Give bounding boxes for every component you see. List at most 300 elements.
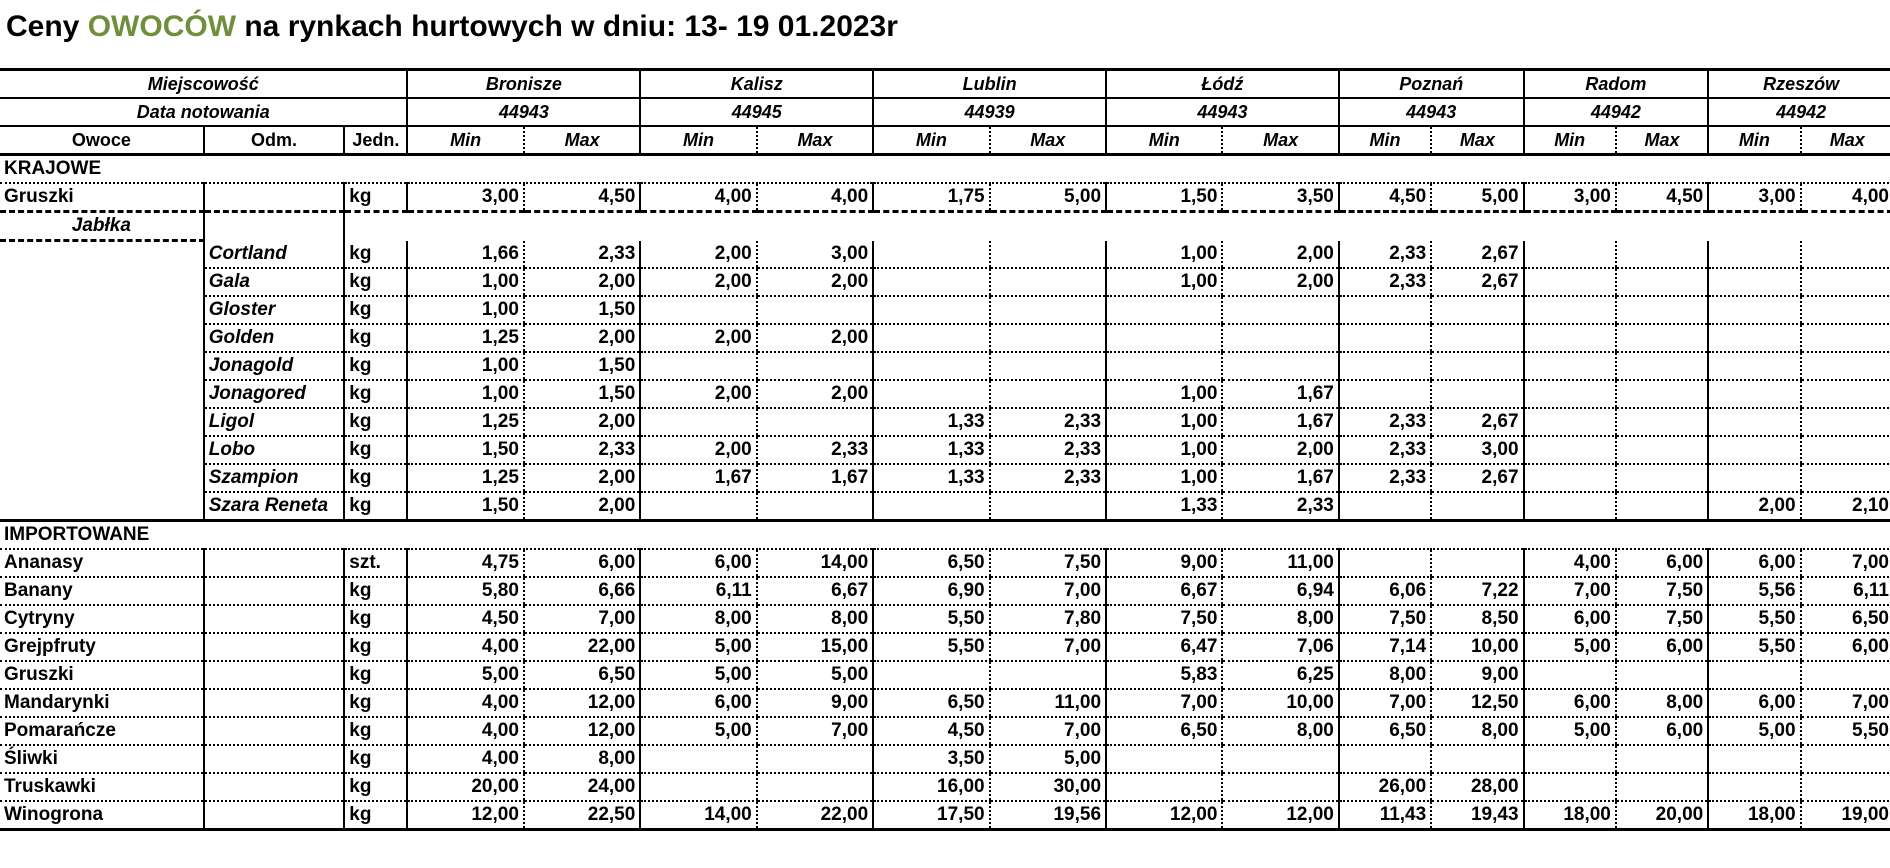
fruit-name xyxy=(0,492,204,521)
max-price: 6,00 xyxy=(1801,633,1890,661)
table-row xyxy=(0,352,1890,380)
min-price: 1,25 xyxy=(407,324,523,352)
min-price: 5,00 xyxy=(1524,633,1616,661)
max-price: 6,00 xyxy=(1616,633,1708,661)
market-name: Łódź xyxy=(1106,70,1339,99)
min-price: 1,00 xyxy=(407,352,523,380)
max-price xyxy=(1801,380,1890,408)
variety-name: Gloster xyxy=(204,296,345,324)
min-price: 5,00 xyxy=(407,661,523,689)
min-price: 6,50 xyxy=(1106,717,1222,745)
max-price: 12,50 xyxy=(1431,689,1523,717)
max-price xyxy=(990,241,1106,268)
max-price xyxy=(1616,296,1708,324)
fruit-column-header: Owoce xyxy=(0,126,204,155)
min-price: 1,33 xyxy=(1106,492,1222,521)
max-price: 1,67 xyxy=(1222,380,1338,408)
max-price: 6,11 xyxy=(1801,577,1890,605)
min-column-header: Min xyxy=(640,126,756,155)
max-price xyxy=(990,268,1106,296)
min-price: 6,11 xyxy=(640,577,756,605)
min-price xyxy=(640,773,756,801)
min-price: 1,33 xyxy=(873,436,989,464)
min-price xyxy=(1106,745,1222,773)
min-price xyxy=(1524,492,1616,521)
max-price: 9,00 xyxy=(1431,661,1523,689)
max-price: 14,00 xyxy=(757,549,873,577)
table-row xyxy=(0,296,1890,324)
min-price: 6,06 xyxy=(1339,577,1431,605)
max-price: 12,00 xyxy=(524,689,640,717)
min-price xyxy=(1708,745,1800,773)
max-price: 22,00 xyxy=(757,801,873,830)
unit: kg xyxy=(344,352,407,380)
unit: kg xyxy=(344,408,407,436)
table-row xyxy=(0,745,1890,773)
variety-name xyxy=(204,689,345,717)
min-price: 2,00 xyxy=(640,380,756,408)
min-price xyxy=(640,492,756,521)
unit: kg xyxy=(344,492,407,521)
fruit-name: Winogrona xyxy=(0,801,204,830)
min-price: 1,33 xyxy=(873,408,989,436)
max-price: 8,50 xyxy=(1431,605,1523,633)
min-price: 2,00 xyxy=(640,324,756,352)
fruit-name xyxy=(0,324,204,352)
max-price: 2,33 xyxy=(524,241,640,268)
max-price: 1,67 xyxy=(757,464,873,492)
min-price: 2,33 xyxy=(1339,464,1431,492)
unit: kg xyxy=(344,324,407,352)
empty-cell xyxy=(1616,212,1708,241)
min-price xyxy=(1339,324,1431,352)
table-row xyxy=(0,717,1890,745)
max-price: 3,00 xyxy=(1431,436,1523,464)
min-price: 5,83 xyxy=(1106,661,1222,689)
max-price xyxy=(1616,661,1708,689)
max-price: 28,00 xyxy=(1431,773,1523,801)
min-price: 7,14 xyxy=(1339,633,1431,661)
min-price: 7,00 xyxy=(1106,689,1222,717)
min-price: 4,75 xyxy=(407,549,523,577)
max-price: 7,50 xyxy=(1616,577,1708,605)
max-price: 7,00 xyxy=(757,717,873,745)
min-price: 4,00 xyxy=(407,745,523,773)
min-price: 2,33 xyxy=(1339,268,1431,296)
min-price: 2,33 xyxy=(1339,241,1431,268)
empty-cell xyxy=(1431,212,1523,241)
section-row xyxy=(0,520,1890,549)
variety-name: Lobo xyxy=(204,436,345,464)
max-price: 1,67 xyxy=(1222,408,1338,436)
location-label: Miejscowość xyxy=(0,70,407,99)
min-price: 8,00 xyxy=(640,605,756,633)
min-price: 5,80 xyxy=(407,577,523,605)
fruit-name: Gruszki xyxy=(0,183,204,212)
min-price xyxy=(640,408,756,436)
max-price: 4,50 xyxy=(1616,183,1708,212)
fruit-name: Ananasy xyxy=(0,549,204,577)
max-price xyxy=(990,661,1106,689)
table-row xyxy=(0,801,1890,830)
min-price xyxy=(873,296,989,324)
variety-name: Golden xyxy=(204,324,345,352)
max-price: 6,66 xyxy=(524,577,640,605)
min-price: 5,50 xyxy=(873,633,989,661)
min-price: 2,00 xyxy=(640,268,756,296)
max-price: 2,00 xyxy=(524,268,640,296)
min-price xyxy=(1339,380,1431,408)
min-price xyxy=(1708,464,1800,492)
empty-cell xyxy=(204,212,345,241)
section-row xyxy=(0,155,1890,184)
min-price xyxy=(1708,324,1800,352)
min-price: 11,43 xyxy=(1339,801,1431,830)
variety-name: Gala xyxy=(204,268,345,296)
min-column-header: Min xyxy=(1524,126,1616,155)
min-price: 1,66 xyxy=(407,241,523,268)
min-column-header: Min xyxy=(1339,126,1431,155)
max-price: 15,00 xyxy=(757,633,873,661)
min-price xyxy=(1524,296,1616,324)
min-price: 1,00 xyxy=(1106,436,1222,464)
min-price xyxy=(1708,436,1800,464)
empty-cell xyxy=(524,212,640,241)
max-price: 7,00 xyxy=(990,717,1106,745)
fruit-name xyxy=(0,380,204,408)
max-price xyxy=(757,773,873,801)
max-price: 6,50 xyxy=(1801,605,1890,633)
min-price: 4,50 xyxy=(407,605,523,633)
max-column-header: Max xyxy=(757,126,873,155)
max-price xyxy=(990,352,1106,380)
max-price: 4,00 xyxy=(1801,183,1890,212)
max-price: 2,33 xyxy=(1222,492,1338,521)
max-price: 2,33 xyxy=(990,436,1106,464)
min-price: 4,50 xyxy=(1339,183,1431,212)
min-price xyxy=(640,296,756,324)
table-row xyxy=(0,577,1890,605)
max-price: 2,10 xyxy=(1801,492,1890,521)
variety-name xyxy=(204,801,345,830)
min-price: 1,00 xyxy=(1106,408,1222,436)
max-price: 19,00 xyxy=(1801,801,1890,830)
fruit-name xyxy=(0,352,204,380)
min-price xyxy=(873,241,989,268)
max-price: 22,50 xyxy=(524,801,640,830)
empty-cell xyxy=(1339,212,1431,241)
market-date: 44939 xyxy=(873,98,1106,126)
min-price: 2,00 xyxy=(640,436,756,464)
min-price: 1,50 xyxy=(407,492,523,521)
max-price: 7,80 xyxy=(990,605,1106,633)
max-price xyxy=(1616,352,1708,380)
max-price xyxy=(1431,296,1523,324)
max-price xyxy=(757,492,873,521)
min-price xyxy=(1708,296,1800,324)
max-price: 2,00 xyxy=(524,324,640,352)
min-price: 5,00 xyxy=(1708,717,1800,745)
max-price xyxy=(1801,464,1890,492)
unit: kg xyxy=(344,605,407,633)
min-price: 5,50 xyxy=(1708,633,1800,661)
max-price: 4,00 xyxy=(757,183,873,212)
min-price: 1,00 xyxy=(1106,464,1222,492)
variety-name xyxy=(204,549,345,577)
min-price xyxy=(1339,549,1431,577)
max-price xyxy=(1801,296,1890,324)
max-price: 10,00 xyxy=(1431,633,1523,661)
table-row xyxy=(0,408,1890,436)
max-price: 2,00 xyxy=(524,408,640,436)
unit: kg xyxy=(344,801,407,830)
unit: kg xyxy=(344,717,407,745)
max-price: 6,50 xyxy=(524,661,640,689)
min-price xyxy=(873,492,989,521)
min-price xyxy=(1524,661,1616,689)
max-price xyxy=(990,324,1106,352)
market-name: Radom xyxy=(1524,70,1709,99)
empty-cell xyxy=(407,212,523,241)
max-price: 2,00 xyxy=(757,380,873,408)
market-date: 44945 xyxy=(640,98,873,126)
max-price xyxy=(1616,464,1708,492)
table-row xyxy=(0,436,1890,464)
min-price: 1,75 xyxy=(873,183,989,212)
min-price: 1,67 xyxy=(640,464,756,492)
fruit-name: Banany xyxy=(0,577,204,605)
min-column-header: Min xyxy=(407,126,523,155)
empty-cell xyxy=(873,212,989,241)
group-label: Jabłka xyxy=(0,212,204,241)
max-price: 5,50 xyxy=(1801,717,1890,745)
min-price xyxy=(1524,436,1616,464)
max-price: 7,00 xyxy=(990,577,1106,605)
min-price: 8,00 xyxy=(1339,661,1431,689)
page-title xyxy=(6,10,898,44)
variety-name xyxy=(204,605,345,633)
max-price xyxy=(1431,380,1523,408)
min-price: 7,50 xyxy=(1106,605,1222,633)
max-price xyxy=(1431,492,1523,521)
empty-cell xyxy=(344,212,407,241)
min-price: 9,00 xyxy=(1106,549,1222,577)
max-price: 7,00 xyxy=(990,633,1106,661)
min-price: 2,33 xyxy=(1339,436,1431,464)
max-price: 12,00 xyxy=(1222,801,1338,830)
min-price: 4,00 xyxy=(1524,549,1616,577)
unit: kg xyxy=(344,745,407,773)
fruit-name xyxy=(0,464,204,492)
max-price: 5,00 xyxy=(990,183,1106,212)
min-price xyxy=(1708,408,1800,436)
max-price: 8,00 xyxy=(757,605,873,633)
max-price: 8,00 xyxy=(1222,605,1338,633)
unit: kg xyxy=(344,380,407,408)
min-price: 3,00 xyxy=(407,183,523,212)
min-price: 6,67 xyxy=(1106,577,1222,605)
max-price xyxy=(1801,773,1890,801)
max-price: 2,67 xyxy=(1431,464,1523,492)
variety-name xyxy=(204,717,345,745)
max-price: 11,00 xyxy=(990,689,1106,717)
min-price xyxy=(1524,324,1616,352)
min-price: 6,50 xyxy=(873,689,989,717)
min-price xyxy=(1708,352,1800,380)
title-prefix: Ceny xyxy=(6,10,88,43)
table-row xyxy=(0,183,1890,212)
max-price: 2,00 xyxy=(757,324,873,352)
table-row xyxy=(0,268,1890,296)
price-table-container xyxy=(0,68,1890,858)
max-price: 22,00 xyxy=(524,633,640,661)
empty-cell xyxy=(1524,212,1616,241)
min-price: 1,33 xyxy=(873,464,989,492)
min-price: 1,00 xyxy=(1106,380,1222,408)
market-name: Rzeszów xyxy=(1708,70,1890,99)
section-label: IMPORTOWANE xyxy=(0,520,1890,549)
market-name: Kalisz xyxy=(640,70,873,99)
max-price xyxy=(1222,324,1338,352)
max-price: 2,33 xyxy=(990,408,1106,436)
variety-name xyxy=(204,577,345,605)
min-price xyxy=(1339,296,1431,324)
fruit-name: Gruszki xyxy=(0,661,204,689)
min-price xyxy=(873,268,989,296)
max-price xyxy=(1801,241,1890,268)
max-price: 7,50 xyxy=(1616,605,1708,633)
max-price: 20,00 xyxy=(1616,801,1708,830)
min-price: 5,56 xyxy=(1708,577,1800,605)
max-price: 2,00 xyxy=(524,464,640,492)
min-price xyxy=(873,352,989,380)
min-price: 2,00 xyxy=(1708,492,1800,521)
min-price xyxy=(873,324,989,352)
max-price: 7,00 xyxy=(1801,689,1890,717)
table-header xyxy=(0,70,1890,155)
variety-name xyxy=(204,661,345,689)
max-price: 1,67 xyxy=(1222,464,1338,492)
min-price: 5,00 xyxy=(640,717,756,745)
max-price: 7,22 xyxy=(1431,577,1523,605)
max-price: 6,67 xyxy=(757,577,873,605)
market-date: 44942 xyxy=(1708,98,1890,126)
empty-cell xyxy=(1222,212,1338,241)
max-price xyxy=(1801,352,1890,380)
min-price xyxy=(1708,773,1800,801)
max-price: 7,50 xyxy=(990,549,1106,577)
max-price: 2,00 xyxy=(1222,268,1338,296)
max-price xyxy=(1616,408,1708,436)
min-price: 26,00 xyxy=(1339,773,1431,801)
max-price xyxy=(1801,745,1890,773)
max-price: 19,56 xyxy=(990,801,1106,830)
max-price: 4,50 xyxy=(524,183,640,212)
unit: kg xyxy=(344,464,407,492)
max-price: 8,00 xyxy=(1431,717,1523,745)
min-price: 7,00 xyxy=(1524,577,1616,605)
fruit-name xyxy=(0,436,204,464)
max-price: 2,33 xyxy=(524,436,640,464)
max-column-header: Max xyxy=(524,126,640,155)
min-price xyxy=(1106,352,1222,380)
market-date: 44942 xyxy=(1524,98,1709,126)
market-date: 44943 xyxy=(1339,98,1524,126)
max-price xyxy=(990,296,1106,324)
empty-cell xyxy=(1708,212,1800,241)
max-price xyxy=(1431,549,1523,577)
table-row xyxy=(0,212,1890,241)
max-price: 3,00 xyxy=(757,241,873,268)
min-column-header: Min xyxy=(1106,126,1222,155)
min-price xyxy=(1106,324,1222,352)
min-price: 17,50 xyxy=(873,801,989,830)
min-price xyxy=(1524,464,1616,492)
table-row xyxy=(0,633,1890,661)
unit: kg xyxy=(344,296,407,324)
max-price xyxy=(990,492,1106,521)
title-suffix: na rynkach hurtowych w dniu: 13- 19 01.2023r xyxy=(236,10,898,43)
min-price: 6,00 xyxy=(1708,549,1800,577)
variety-name xyxy=(204,773,345,801)
max-price: 7,06 xyxy=(1222,633,1338,661)
max-price xyxy=(1616,268,1708,296)
min-price: 3,50 xyxy=(873,745,989,773)
min-price: 7,00 xyxy=(1339,689,1431,717)
max-column-header: Max xyxy=(1616,126,1708,155)
fruit-name xyxy=(0,408,204,436)
max-column-header: Max xyxy=(1801,126,1890,155)
min-price: 5,50 xyxy=(873,605,989,633)
market-name: Poznań xyxy=(1339,70,1524,99)
min-price: 5,50 xyxy=(1708,605,1800,633)
min-price: 7,50 xyxy=(1339,605,1431,633)
min-price: 12,00 xyxy=(1106,801,1222,830)
max-price xyxy=(1222,296,1338,324)
header-row-columns xyxy=(0,126,1890,155)
min-price: 5,00 xyxy=(1524,717,1616,745)
max-price xyxy=(1222,352,1338,380)
min-price: 14,00 xyxy=(640,801,756,830)
max-price: 5,00 xyxy=(1431,183,1523,212)
min-price: 16,00 xyxy=(873,773,989,801)
empty-cell xyxy=(640,212,756,241)
max-price: 24,00 xyxy=(524,773,640,801)
empty-cell xyxy=(1106,212,1222,241)
unit: kg xyxy=(344,577,407,605)
min-price: 6,00 xyxy=(1524,689,1616,717)
min-price xyxy=(640,352,756,380)
min-price: 6,00 xyxy=(1708,689,1800,717)
min-price: 3,00 xyxy=(1524,183,1616,212)
max-column-header: Max xyxy=(1431,126,1523,155)
min-price xyxy=(1524,773,1616,801)
header-row-date xyxy=(0,98,1890,126)
min-price xyxy=(873,380,989,408)
max-price: 2,33 xyxy=(757,436,873,464)
variety-name xyxy=(204,745,345,773)
variety-name xyxy=(204,633,345,661)
max-price xyxy=(1431,352,1523,380)
max-price: 1,50 xyxy=(524,352,640,380)
min-price: 20,00 xyxy=(407,773,523,801)
min-column-header: Min xyxy=(873,126,989,155)
min-price xyxy=(1339,352,1431,380)
fruit-name xyxy=(0,241,204,268)
variety-name: Ligol xyxy=(204,408,345,436)
min-price xyxy=(1708,268,1800,296)
max-price xyxy=(1616,380,1708,408)
